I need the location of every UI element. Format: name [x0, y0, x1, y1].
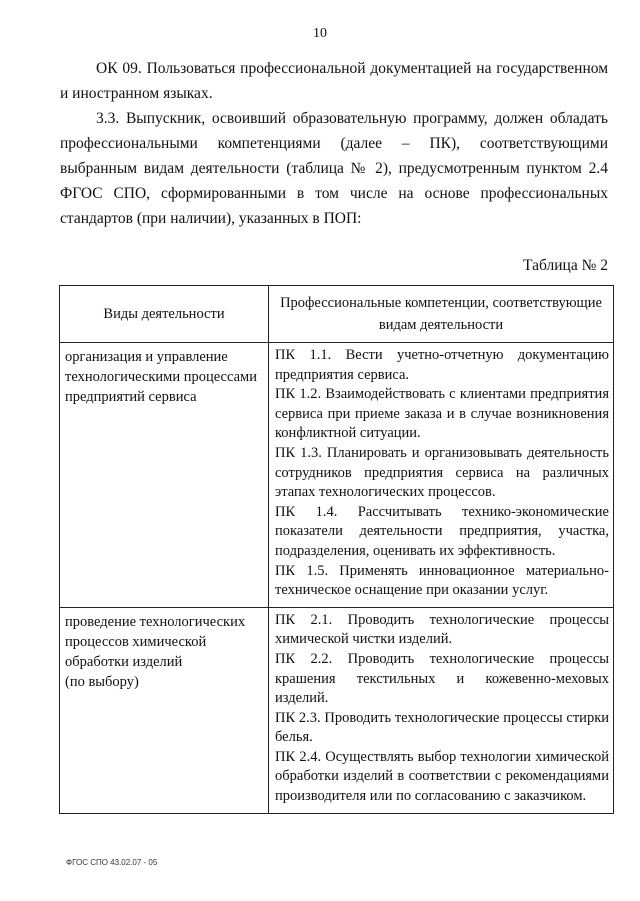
header-competencies: Профессиональные компетенции, соответствующие видам деятельности — [269, 286, 614, 343]
competency-pk-1-4: ПК 1.4. Рассчитывать технико-экономические показатели деятельности предприятия, участка, подразделения, оценивать их эффективность. — [275, 503, 609, 559]
activity-note: (по выбору) — [65, 673, 139, 690]
competencies-cell — [269, 343, 614, 608]
competency-pk-1-1: ПК 1.1. Вести учетно-отчетную документацию предприятия сервиса. — [275, 347, 609, 383]
paragraph-ok09: ОК 09. Пользоваться профессиональной документацией на государственном и иностранном языках. — [60, 60, 608, 102]
table-row — [60, 343, 614, 608]
header-activity: Виды деятельности — [60, 286, 269, 343]
competency-pk-2-4: ПК 2.4. Осуществлять выбор технологии химической обработки изделий в соответствии с рекомендациями производителя или по согласованию с заказчиком. — [275, 748, 609, 805]
table-caption: Таблица № 2 — [523, 257, 608, 274]
competency-pk-1-3: ПК 1.3. Планировать и организовывать деятельность сотрудников предприятия сервиса на различных этапах технологических процессов. — [275, 444, 609, 501]
paragraph-3-3: 3.3. Выпускник, освоивший образовательную программу, должен обладать профессиональными компетенциями (далее – ПК), соответствующими выбранным видам деятельности (таблица № 2), предусмотренным пунктом 2.4 ФГОС СПО, сформированными в том числе на основе профессиональных стандартов (при наличии), указанных в ПОП: — [60, 110, 608, 227]
activity-cell — [60, 607, 269, 813]
competency-pk-2-1: ПК 2.1. Проводить технологические процессы химической чистки изделий. — [275, 611, 609, 648]
activity-cell: организация и управление технологическими процессами предприятий сервиса — [60, 343, 269, 608]
table-header-row — [60, 286, 614, 343]
competency-pk-2-3: ПК 2.3. Проводить технологические процессы стирки белья. — [275, 709, 609, 746]
competency-pk-1-5: ПК 1.5. Применять инновационное материально-техническое оснащение при оказании услуг. — [275, 562, 609, 599]
table-row — [60, 607, 614, 813]
competency-pk-1-2: ПК 1.2. Взаимодействовать с клиентами предприятия сервиса при приеме заказа и в случае возникновения конфликтной ситуации. — [275, 386, 609, 442]
competencies-table — [59, 285, 614, 814]
competency-pk-2-2: ПК 2.2. Проводить технологические процессы крашения текстильных и кожевенно-меховых изделий. — [275, 650, 609, 707]
footer-doc-code: ФГОС СПО 43.02.07 - 05 — [66, 858, 158, 867]
competencies-cell — [269, 607, 614, 813]
activity-text: проведение технологических процессов химической обработки изделий — [65, 613, 246, 670]
page-number: 10 — [313, 26, 327, 41]
